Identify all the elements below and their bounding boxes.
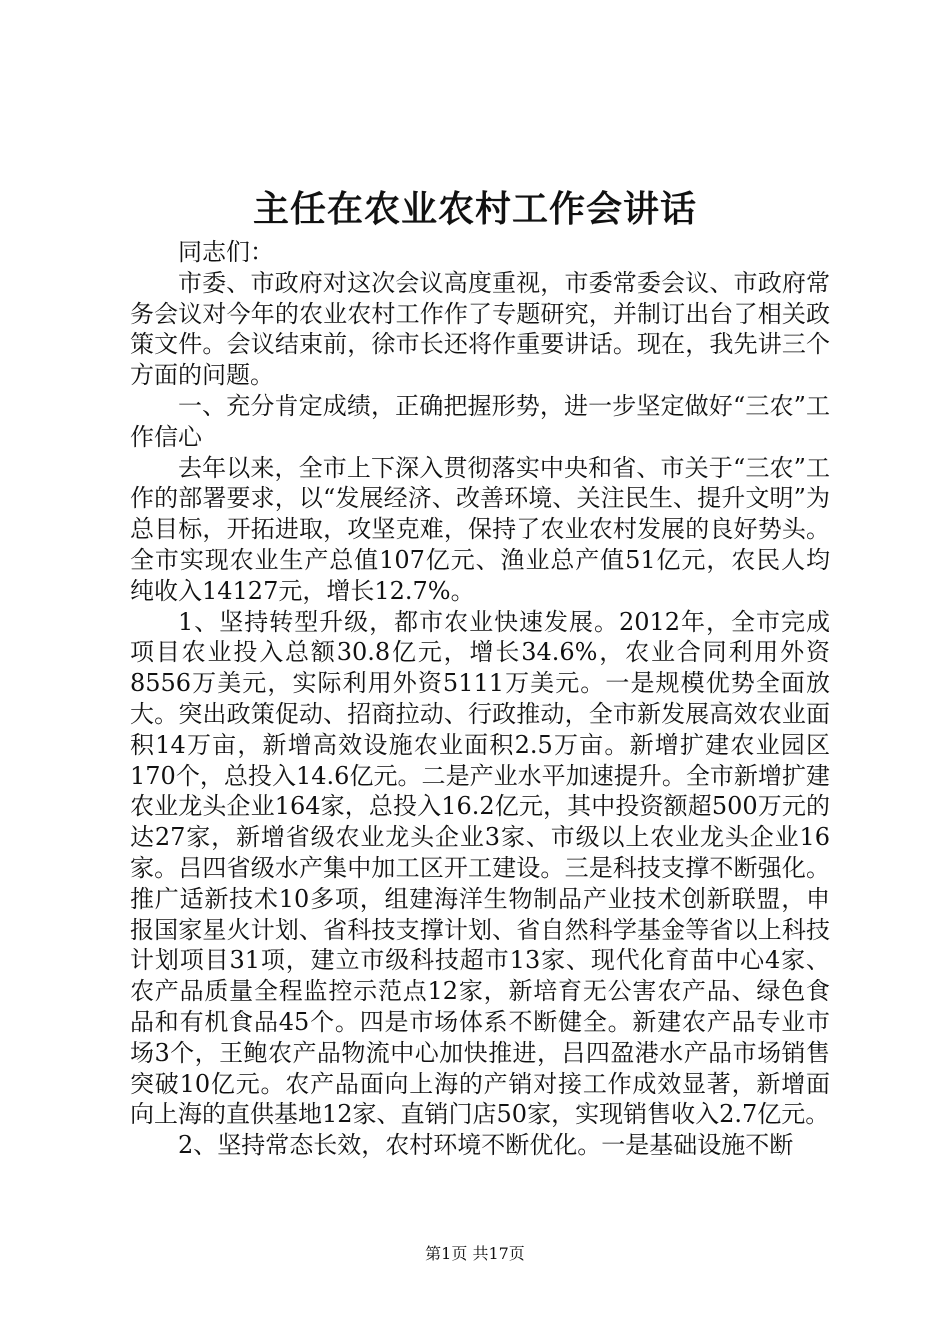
paragraph-point-2: 2、坚持常态长效，农村环境不断优化。一是基础设施不断 <box>178 1131 794 1160</box>
paragraph-intro: 市委、市政府对这次会议高度重视，市委常委会议、市政府常务会议对今年的农业农村工作作了专题研究，并制订出台了相关政策文件。会议结束前，徐市长还将作重要讲话。现在，我先讲三个方面的问题。 <box>130 268 830 390</box>
document-body <box>130 237 830 1161</box>
section-heading-1: 一、充分肯定成绩，正确把握形势，进一步坚定做好“三农”工作信心 <box>130 391 830 451</box>
paragraph-summary: 去年以来，全市上下深入贯彻落实中央和省、市关于“三农”工作的部署要求，以“发展经济、改善环境、关注民生、提升文明”为总目标，开拓进取，攻坚克难，保持了农业农村发展的良好势头。全市实现农业生产总值107亿元、渔业总产值51亿元，农民人均纯收入14127元，增长12.7%。 <box>130 453 830 605</box>
document-title: 主任在农业农村工作会讲话 <box>252 188 697 230</box>
paragraph-point-1: 1、坚持转型升级，都市农业快速发展。2012年，全市完成项目农业投入总额30.8亿元，增长34.6%，农业合同利用外资8556万美元，实际利用外资5111万美元。一是规模优势全面放大。突出政策促动、招商拉动、行政推动，全市新发展高效农业面积14万亩，新增高效设施农业面积2.5万亩。新增扩建农业园区170个，总投入14.6亿元。二是产业水平加速提升。全市新增扩建农业龙头企业164家，总投入16.2亿元，其中投资额超500万元的达27家，新增省级农业龙头企业3家、市级以上农业龙头企业16家。吕四省级水产集中加工区开工建设。三是科技支撑不断强化。推广适新技术10多项，组建海洋生物制品产业技术创新联盟，申报国家星火计划、省科技支撑计划、省自然科学基金等省以上科技计划项目31项，建立市级科技超市13家、现代化育苗中心4家、农产品质量全程监控示范点12家，新培育无公害农产品、绿色食品和有机食品45个。四是市场体系不断健全。新建农产品专业市场3个，王鲍农产品物流中心加快推进，吕四盈港水产品市场销售突破10亿元。农产品面向上海的产销对接工作成效显著，新增面向上海的直供基地12家、直销门店50家，实现销售收入2.7亿元。 <box>130 607 830 1129</box>
paragraph-greeting: 同志们： <box>178 238 274 266</box>
page-number-label: 第1页 共17页 <box>425 1244 525 1263</box>
page-footer <box>0 1242 950 1266</box>
